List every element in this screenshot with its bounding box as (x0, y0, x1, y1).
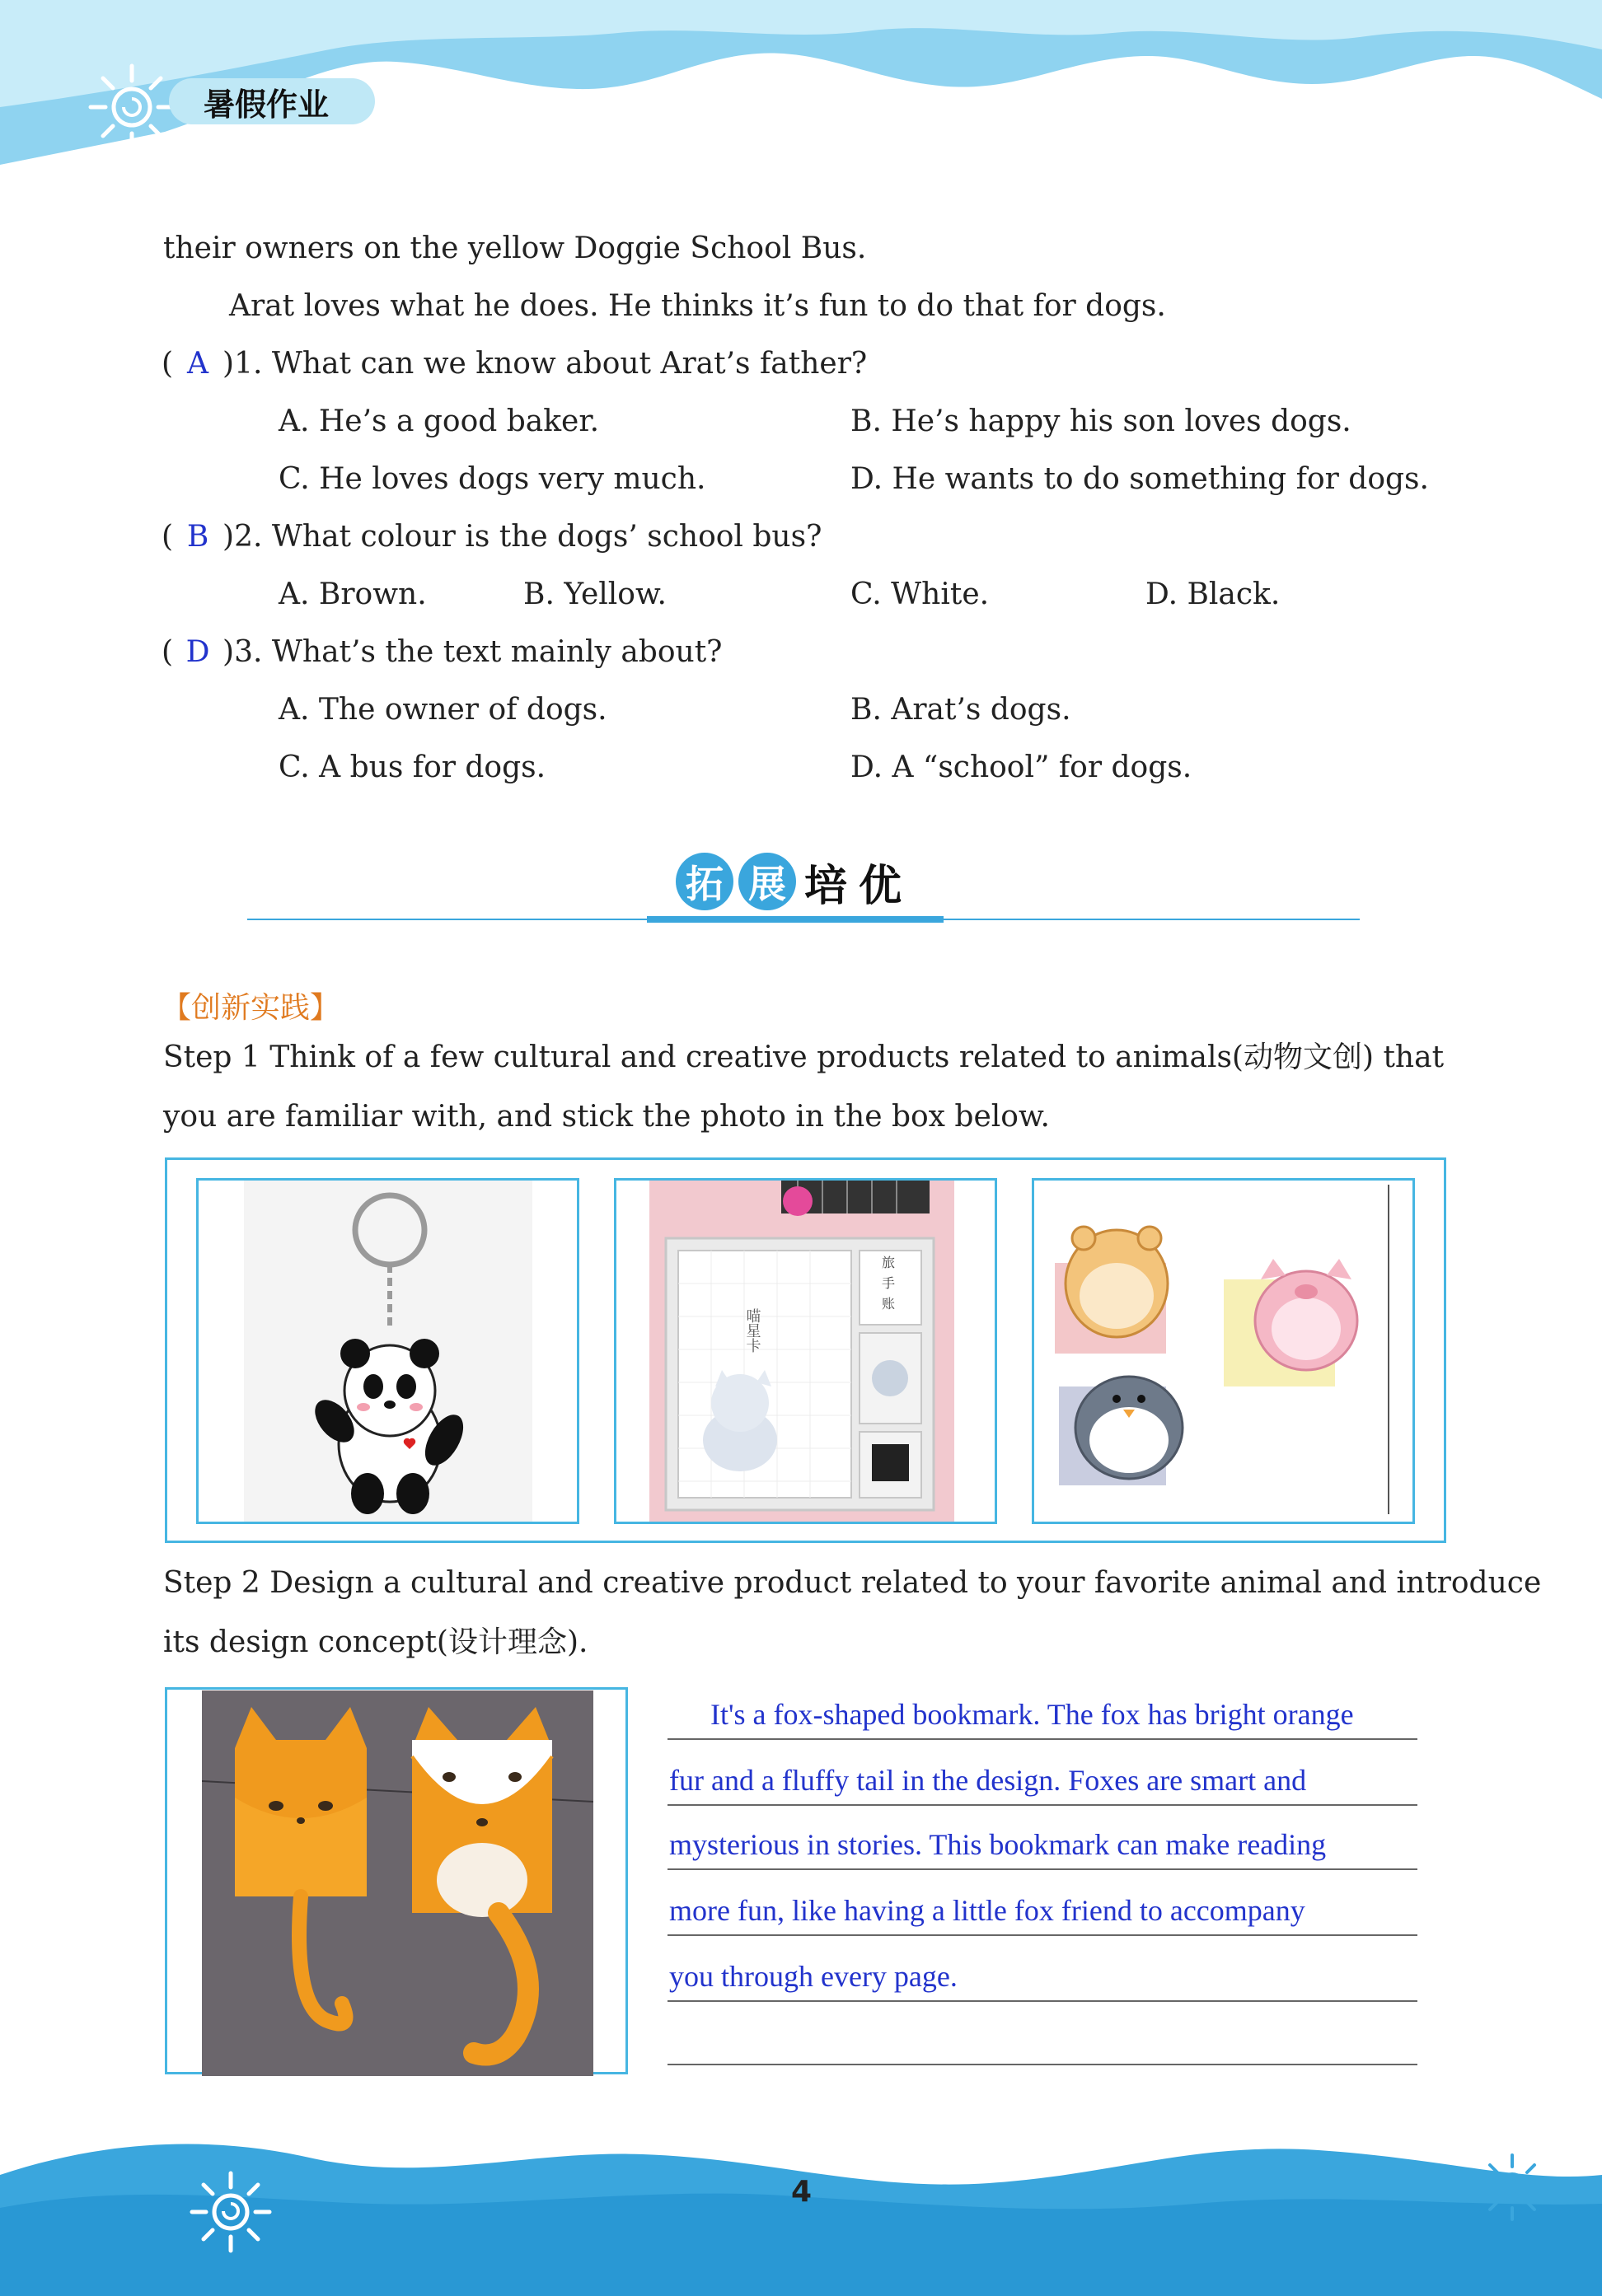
notebook-cover-text: 喵星卡 (743, 1308, 761, 1353)
page-number: 4 (791, 2175, 813, 2209)
cat-notebook-image (616, 1181, 995, 1522)
question-1-answer: A (187, 347, 209, 381)
answer-line-6 (668, 2064, 1417, 2065)
answer-line-3 (668, 1868, 1417, 1870)
q2-option-c: C. White. (850, 578, 990, 611)
question-3-open: ( (162, 635, 174, 669)
answer-line-5-text: you through every page. (669, 1960, 958, 1993)
panda-keychain-image (199, 1181, 577, 1522)
step2-line-2: its design concept(设计理念). (163, 1625, 588, 1659)
section-char-4: 优 (859, 861, 902, 911)
step1-line-2: you are familiar with, and stick the photo in the box below. (163, 1100, 1050, 1134)
answer-line-4 (668, 1934, 1417, 1936)
step1-line-1: Step 1 Think of a few cultural and creative products related to animals(动物文创) that (163, 1040, 1445, 1074)
passage-line-1: their owners on the yellow Doggie School Bus. (163, 231, 867, 265)
question-2-text: )2. What colour is the dogs’ school bus? (222, 520, 822, 554)
section-char-3: 培 (804, 861, 848, 911)
photo-box-sticky-notes (1032, 1178, 1415, 1524)
q2-option-a: A. Brown. (279, 578, 427, 611)
answer-line-3-text: mysterious in stories. This bookmark can make reading (669, 1828, 1327, 1861)
answer-line-2 (668, 1804, 1417, 1806)
section-divider-accent (647, 916, 944, 923)
q3-option-a: A. The owner of dogs. (279, 693, 607, 727)
question-2-answer: B (186, 520, 209, 554)
photo-box-notebook (614, 1178, 997, 1524)
q1-option-d: D. He wants to do something for dogs. (850, 462, 1429, 496)
question-1-text: )1. What can we know about Arat’s father? (222, 347, 868, 381)
q3-option-c: C. A bus for dogs. (279, 751, 546, 784)
notebook-label-1: 旅 (882, 1255, 896, 1270)
header-label: 暑假作业 (169, 78, 375, 124)
fox-bookmark-image (202, 1690, 593, 2076)
innovation-label: 【创新实践】 (162, 991, 340, 1025)
answer-line-4-text: more fun, like having a little fox friend to accompany (669, 1894, 1305, 1927)
q1-option-a: A. He’s a good baker. (279, 404, 600, 438)
q3-option-d: D. A “school” for dogs. (850, 751, 1192, 784)
q1-option-b: B. He’s happy his son loves dogs. (850, 404, 1351, 438)
notebook-label-3: 账 (882, 1296, 896, 1312)
q2-option-b: B. Yellow. (523, 578, 667, 611)
step2-line-1: Step 2 Design a cultural and creative product related to your favorite animal and introduce (163, 1566, 1542, 1600)
question-2-open: ( (162, 520, 174, 554)
sun-icon (82, 58, 181, 157)
question-2 (162, 519, 822, 555)
answer-line-1-text: It's a fox-shaped bookmark. The fox has bright orange (710, 1698, 1354, 1731)
question-1-open: ( (162, 347, 174, 381)
question-3-text: )3. What’s the text mainly about? (222, 635, 723, 669)
q1-option-c: C. He loves dogs very much. (279, 462, 706, 496)
question-3 (162, 634, 722, 671)
section-char-1: 拓 (676, 853, 733, 910)
answer-line-2-text: fur and a fluffy tail in the design. Foxes are smart and (669, 1764, 1307, 1797)
q3-option-b: B. Arat’s dogs. (850, 693, 1071, 727)
question-3-answer: D (185, 635, 210, 669)
animal-sticky-notes-image (1034, 1181, 1412, 1522)
notebook-label-2: 手 (882, 1275, 896, 1291)
q2-option-d: D. Black. (1145, 578, 1281, 611)
answer-line-1 (668, 1738, 1417, 1740)
passage-line-2: Arat loves what he does. He thinks it’s fun to do that for dogs. (229, 289, 1166, 323)
section-title (676, 849, 905, 914)
sun-icon-bottom-left (185, 2167, 276, 2257)
sun-icon-bottom-right (1475, 2150, 1549, 2224)
photo-box-keychain (196, 1178, 579, 1524)
answer-line-5 (668, 2000, 1417, 2002)
question-1 (162, 346, 867, 382)
fox-bookmark-photo (202, 1690, 593, 2076)
section-char-2: 展 (738, 853, 796, 910)
